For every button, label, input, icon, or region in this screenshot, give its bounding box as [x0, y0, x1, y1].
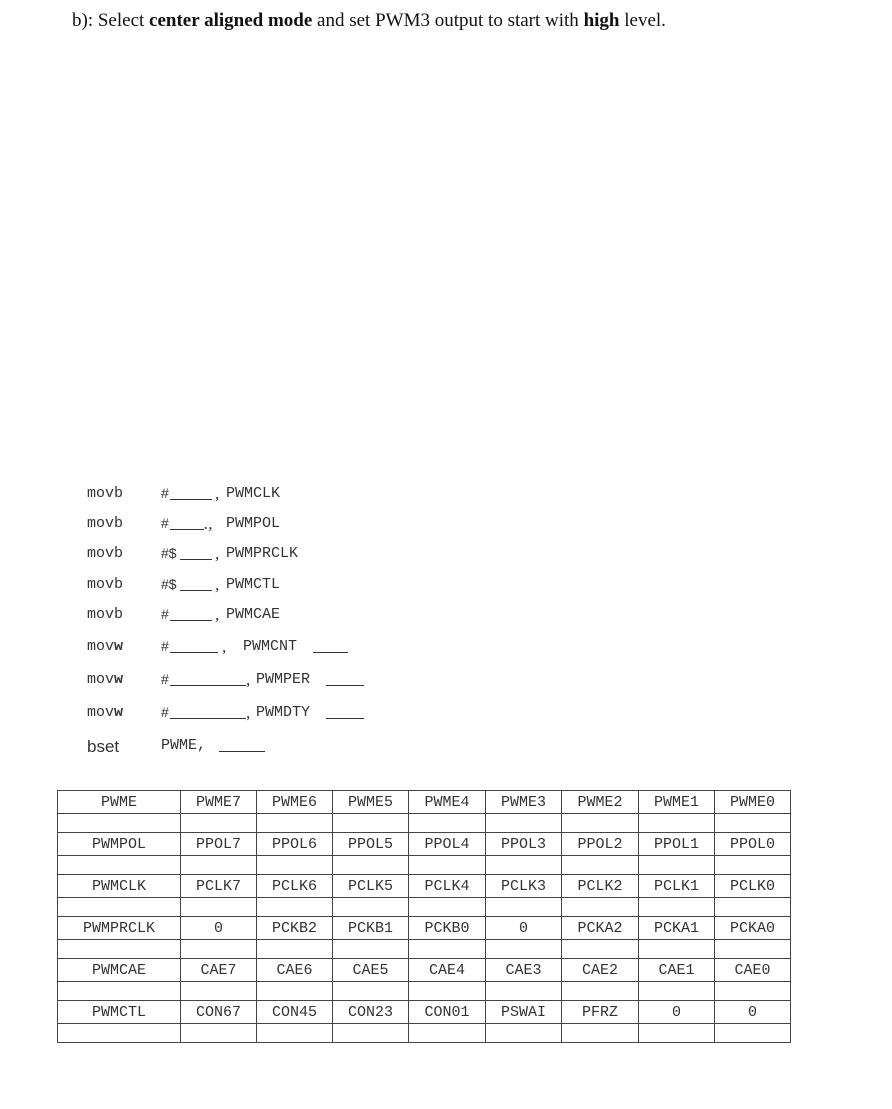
answer-cell[interactable] — [333, 898, 409, 917]
code-register: PWMCTL — [226, 576, 281, 593]
code-register: PWMCLK — [226, 485, 281, 502]
answer-cell[interactable] — [715, 940, 791, 959]
register-bit: 0 — [639, 1001, 715, 1024]
answer-cell[interactable] — [181, 1024, 257, 1043]
answer-cell[interactable] — [715, 814, 791, 833]
answer-cell[interactable] — [409, 982, 486, 1001]
answer-cell[interactable] — [639, 856, 715, 875]
answer-cell[interactable] — [639, 814, 715, 833]
answer-cell[interactable] — [409, 856, 486, 875]
code-separator: , — [215, 575, 220, 594]
answer-row — [58, 1024, 791, 1043]
register-bit: PWME1 — [639, 791, 715, 814]
answer-blank[interactable] — [170, 704, 246, 719]
register-bit: PPOL0 — [715, 833, 791, 856]
question-heading — [72, 10, 666, 32]
answer-cell[interactable] — [409, 898, 486, 917]
register-name: PWMPOL — [58, 833, 181, 856]
register-bit: 0 — [181, 917, 257, 940]
answer-cell[interactable] — [409, 940, 486, 959]
code-immediate: # — [161, 704, 169, 720]
answer-cell[interactable] — [58, 1024, 181, 1043]
answer-cell[interactable] — [409, 1024, 486, 1043]
answer-row — [58, 814, 791, 833]
register-bit: PCLK0 — [715, 875, 791, 898]
question-prefix: b): — [72, 10, 94, 31]
code-immediate: # — [161, 515, 169, 531]
register-bit: PPOL4 — [409, 833, 486, 856]
code-register: PWMCNT — [243, 638, 298, 655]
answer-cell[interactable] — [257, 940, 333, 959]
code-opcode-suffix: w — [114, 704, 124, 721]
register-name: PWMCAE — [58, 959, 181, 982]
code-immediate: # — [161, 606, 169, 622]
register-bit: PPOL1 — [639, 833, 715, 856]
answer-cell[interactable] — [257, 856, 333, 875]
question-text-1: Select — [93, 10, 150, 31]
register-name: PWMPRCLK — [58, 917, 181, 940]
answer-cell[interactable] — [715, 856, 791, 875]
answer-cell[interactable] — [639, 940, 715, 959]
register-bit: PPOL7 — [181, 833, 257, 856]
answer-cell[interactable] — [486, 982, 562, 1001]
register-row — [58, 833, 791, 856]
code-opcode-base: mov — [87, 638, 115, 655]
register-bit: CAE1 — [639, 959, 715, 982]
answer-cell[interactable] — [181, 814, 257, 833]
register-row — [58, 875, 791, 898]
register-bit: PCLK7 — [181, 875, 257, 898]
answer-blank[interactable] — [170, 515, 204, 530]
code-register: PWME, — [161, 737, 207, 754]
answer-cell[interactable] — [639, 898, 715, 917]
register-bit: PCLK3 — [486, 875, 562, 898]
answer-cell[interactable] — [486, 1024, 562, 1043]
code-immediate: # — [161, 485, 169, 501]
answer-cell[interactable] — [257, 982, 333, 1001]
code-opcode: movb — [87, 545, 124, 562]
code-separator: , — [215, 605, 220, 624]
answer-cell[interactable] — [181, 940, 257, 959]
register-bit: PCLK6 — [257, 875, 333, 898]
answer-cell[interactable] — [257, 898, 333, 917]
register-bit: PCKB2 — [257, 917, 333, 940]
answer-cell[interactable] — [486, 940, 562, 959]
code-separator: , — [215, 484, 220, 503]
code-register: PWMPER — [256, 671, 311, 688]
answer-cell[interactable] — [58, 856, 181, 875]
register-row — [58, 1001, 791, 1024]
answer-blank[interactable] — [180, 545, 212, 560]
answer-blank[interactable] — [326, 671, 364, 686]
register-bit: PPOL2 — [562, 833, 639, 856]
register-bit: 0 — [715, 1001, 791, 1024]
code-opcode — [87, 671, 123, 688]
register-bit: PWME2 — [562, 791, 639, 814]
code-immediate: #$ — [161, 545, 177, 561]
answer-cell[interactable] — [562, 898, 639, 917]
register-bit: PWME6 — [257, 791, 333, 814]
answer-cell[interactable] — [562, 856, 639, 875]
code-separator: ., — [204, 514, 213, 533]
code-immediate: # — [161, 671, 169, 687]
answer-blank[interactable] — [170, 485, 212, 500]
register-bit: PCKA1 — [639, 917, 715, 940]
question-emphasis-level: high — [583, 10, 620, 31]
register-bit: PWME5 — [333, 791, 409, 814]
code-register: PWMCAE — [226, 606, 281, 623]
answer-cell[interactable] — [333, 940, 409, 959]
register-bit: CAE2 — [562, 959, 639, 982]
register-bit: CAE3 — [486, 959, 562, 982]
answer-row — [58, 898, 791, 917]
answer-cell[interactable] — [486, 814, 562, 833]
answer-cell[interactable] — [562, 982, 639, 1001]
code-register: PWMPRCLK — [226, 545, 299, 562]
register-bit: PFRZ — [562, 1001, 639, 1024]
answer-cell[interactable] — [181, 856, 257, 875]
register-bit: PCLK4 — [409, 875, 486, 898]
register-bit: CON67 — [181, 1001, 257, 1024]
answer-blank[interactable] — [170, 638, 218, 653]
code-opcode: bset — [87, 737, 120, 756]
register-bit: PWME7 — [181, 791, 257, 814]
answer-cell[interactable] — [181, 898, 257, 917]
register-bit: PCLK2 — [562, 875, 639, 898]
register-bit: CON01 — [409, 1001, 486, 1024]
answer-cell[interactable] — [333, 1024, 409, 1043]
answer-cell[interactable] — [257, 1024, 333, 1043]
register-bit: PPOL3 — [486, 833, 562, 856]
code-opcode: movb — [87, 515, 124, 532]
code-opcode: movb — [87, 485, 124, 502]
answer-blank[interactable] — [326, 704, 364, 719]
answer-cell[interactable] — [562, 940, 639, 959]
register-bit: PWME4 — [409, 791, 486, 814]
register-bit: CAE0 — [715, 959, 791, 982]
register-bit: CAE7 — [181, 959, 257, 982]
register-bit: PCKA2 — [562, 917, 639, 940]
code-separator: , — [246, 703, 251, 722]
register-bit: PWME0 — [715, 791, 791, 814]
answer-cell[interactable] — [715, 898, 791, 917]
answer-blank[interactable] — [313, 638, 348, 653]
register-name: PWME — [58, 791, 181, 814]
answer-cell[interactable] — [181, 982, 257, 1001]
answer-cell[interactable] — [58, 814, 181, 833]
answer-cell[interactable] — [639, 1024, 715, 1043]
register-bit: PCKB0 — [409, 917, 486, 940]
code-immediate: #$ — [161, 576, 177, 592]
register-bit: CAE5 — [333, 959, 409, 982]
answer-cell[interactable] — [333, 982, 409, 1001]
answer-cell[interactable] — [562, 814, 639, 833]
answer-row — [58, 940, 791, 959]
code-register: PWMPOL — [226, 515, 281, 532]
answer-cell[interactable] — [58, 940, 181, 959]
register-row — [58, 917, 791, 940]
answer-blank[interactable] — [170, 606, 212, 621]
code-opcode — [87, 638, 123, 655]
register-bit: CAE4 — [409, 959, 486, 982]
code-opcode-base: mov — [87, 671, 115, 688]
answer-blank[interactable] — [170, 671, 246, 686]
register-bit: PWME3 — [486, 791, 562, 814]
code-opcode-suffix: w — [114, 671, 124, 688]
code-opcode: movb — [87, 606, 124, 623]
code-opcode-suffix: w — [114, 638, 124, 655]
register-bit: 0 — [486, 917, 562, 940]
answer-cell[interactable] — [333, 814, 409, 833]
answer-cell[interactable] — [409, 814, 486, 833]
code-immediate: # — [161, 638, 169, 654]
register-bit: PCLK1 — [639, 875, 715, 898]
answer-cell[interactable] — [715, 982, 791, 1001]
register-name: PWMCTL — [58, 1001, 181, 1024]
code-opcode: movb — [87, 576, 124, 593]
register-bit-table — [57, 790, 791, 1043]
answer-cell[interactable] — [257, 814, 333, 833]
answer-cell[interactable] — [715, 1024, 791, 1043]
answer-cell[interactable] — [58, 898, 181, 917]
register-bit: CON45 — [257, 1001, 333, 1024]
register-bit: CON23 — [333, 1001, 409, 1024]
register-bit: PCLK5 — [333, 875, 409, 898]
register-row — [58, 959, 791, 982]
register-bit: PSWAI — [486, 1001, 562, 1024]
answer-blank[interactable] — [219, 737, 265, 752]
answer-cell[interactable] — [486, 898, 562, 917]
code-opcode-base: mov — [87, 704, 115, 721]
code-separator: , — [222, 637, 227, 656]
code-separator: , — [246, 670, 251, 689]
register-name: PWMCLK — [58, 875, 181, 898]
answer-cell[interactable] — [486, 856, 562, 875]
code-separator: , — [215, 544, 220, 563]
answer-blank[interactable] — [180, 576, 212, 591]
question-text-2: and set PWM3 output to start with — [312, 10, 584, 31]
question-emphasis-mode: center aligned mode — [149, 10, 313, 31]
code-register: PWMDTY — [256, 704, 311, 721]
answer-cell[interactable] — [58, 982, 181, 1001]
register-bit: PCKA0 — [715, 917, 791, 940]
answer-cell[interactable] — [639, 982, 715, 1001]
register-bit: PPOL5 — [333, 833, 409, 856]
register-bit: CAE6 — [257, 959, 333, 982]
code-opcode — [87, 704, 123, 721]
register-row — [58, 791, 791, 814]
answer-cell[interactable] — [333, 856, 409, 875]
register-bit: PCKB1 — [333, 917, 409, 940]
answer-cell[interactable] — [562, 1024, 639, 1043]
answer-row — [58, 982, 791, 1001]
question-text-3: level. — [619, 10, 666, 31]
answer-row — [58, 856, 791, 875]
register-bit: PPOL6 — [257, 833, 333, 856]
